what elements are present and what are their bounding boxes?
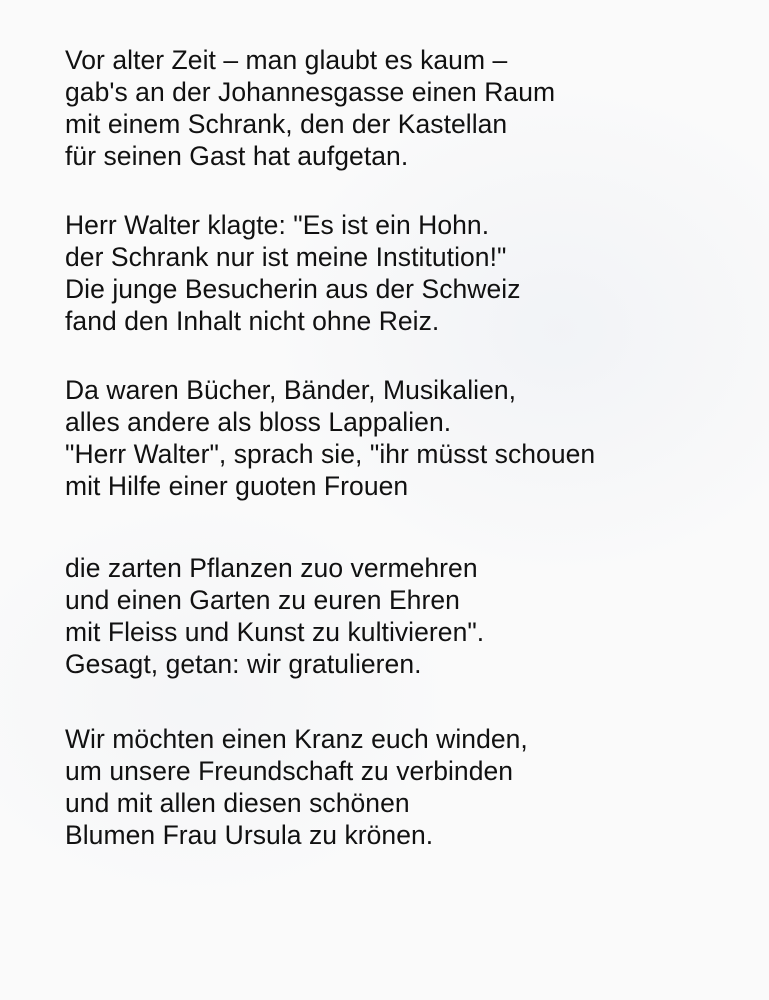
- poem-line: um unsere Freundschaft zu verbinden: [65, 756, 514, 786]
- stanza-5: [65, 723, 755, 851]
- poem-line: Vor alter Zeit – man glaubt es kaum –: [65, 45, 508, 75]
- poem-line: Gesagt, getan: wir gratulieren.: [65, 649, 422, 679]
- poem-line: Herr Walter klagte: "Es ist ein Hohn.: [65, 210, 490, 240]
- poem-line: und mit allen diesen schönen: [65, 788, 410, 818]
- poem-line: und einen Garten zu euren Ehren: [65, 585, 460, 615]
- poem-line: Wir möchten einen Kranz euch winden,: [65, 724, 528, 754]
- poem-line: der Schrank nur ist meine Institution!": [65, 242, 507, 272]
- poem: [65, 44, 755, 888]
- poem-line: "Herr Walter", sprach sie, "ihr müsst schouen: [65, 439, 596, 469]
- poem-line: die zarten Pflanzen zuo vermehren: [65, 553, 478, 583]
- poem-line: für seinen Gast hat aufgetan.: [65, 141, 409, 171]
- poem-line: mit Fleiss und Kunst zu kultivieren".: [65, 617, 485, 647]
- poem-line: fand den Inhalt nicht ohne Reiz.: [65, 306, 440, 336]
- poem-line: gab's an der Johannesgasse einen Raum: [65, 77, 556, 107]
- stanza-2: [65, 209, 755, 337]
- poem-line: mit Hilfe einer guoten Frouen: [65, 471, 409, 501]
- poem-line: Da waren Bücher, Bänder, Musikalien,: [65, 375, 517, 405]
- stanza-3: [65, 374, 755, 502]
- stanza-4: [65, 552, 755, 680]
- poem-line: alles andere als bloss Lappalien.: [65, 407, 452, 437]
- poem-line: mit einem Schrank, den der Kastellan: [65, 109, 508, 139]
- stanza-1: [65, 44, 755, 172]
- poem-line: Die junge Besucherin aus der Schweiz: [65, 274, 521, 304]
- poem-line: Blumen Frau Ursula zu krönen.: [65, 820, 434, 850]
